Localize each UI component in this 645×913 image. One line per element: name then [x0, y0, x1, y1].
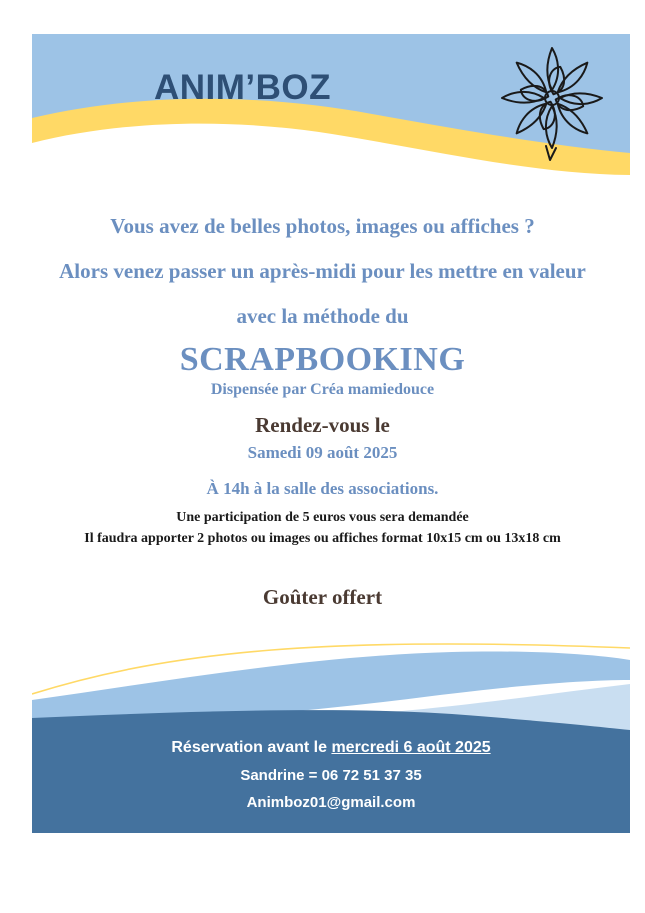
reservation-deadline: mercredi 6 août 2025	[331, 739, 491, 756]
event-date: Samedi 09 août 2025	[247, 443, 398, 462]
event-title: SCRAPBOOKING	[179, 341, 466, 378]
bring-items: Il faudra apporter 2 photos ou images ou affiches format 10x15 cm ou 13x18 cm	[84, 531, 561, 546]
intro-line-3: avec la méthode du	[236, 304, 409, 328]
brand-title: ANIM’BOZ	[154, 68, 332, 107]
contact-email: Animboz01@gmail.com	[246, 794, 416, 811]
event-time-place: À 14h à la salle des associations.	[206, 479, 439, 498]
intro-line-1: Vous avez de belles photos, images ou affiches ?	[110, 214, 535, 238]
intro-line-2: Alors venez passer un après-midi pour les mettre en valeur	[59, 259, 586, 283]
reservation-line	[32, 739, 630, 757]
flower-icon	[490, 34, 614, 166]
reservation-prefix: Réservation avant le	[171, 739, 327, 756]
contact-phone: Sandrine = 06 72 51 37 35	[240, 767, 422, 784]
snack-offer: Goûter offert	[262, 585, 383, 609]
participation-fee: Une participation de 5 euros vous sera demandée	[176, 510, 469, 525]
event-host: Dispensée par Créa mamiedouce	[210, 381, 435, 398]
rdv-label: Rendez-vous le	[255, 413, 390, 437]
